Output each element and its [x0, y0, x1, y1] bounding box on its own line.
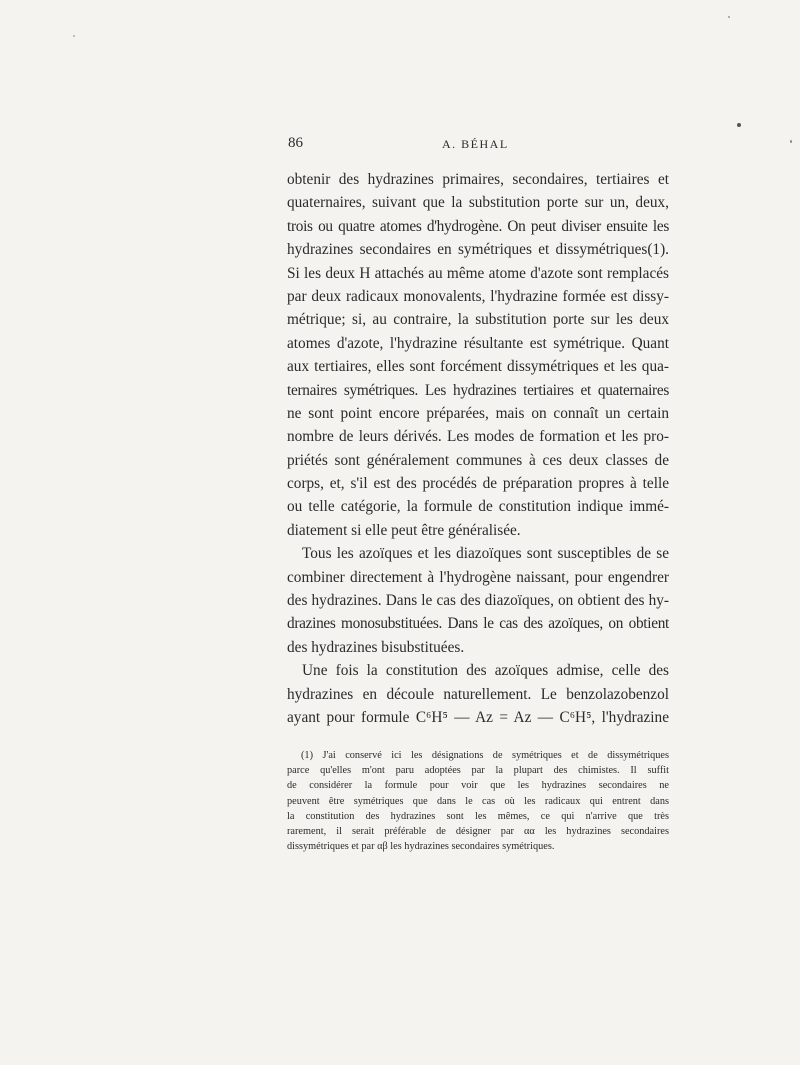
- body-line: des hydrazines bisubstituées.: [287, 638, 465, 656]
- body-line: drazines monosubstituées. Dans le cas des azoïques, on obtient: [287, 615, 669, 633]
- ink-speck: [737, 123, 741, 127]
- body-line: ayant pour formule C⁶H⁵ — Az = Az — C⁶H⁵, l'hydrazine: [287, 708, 669, 726]
- ink-speck: [73, 35, 75, 37]
- footnote-line: la constitution des hydrazines sont les mêmes, ce qui n'arrive que très: [287, 810, 669, 822]
- body-line: Si les deux H attachés au même atome d'azote sont remplacés: [287, 264, 669, 282]
- body-line: quaternaires, suivant que la substitution porte sur un, deux,: [287, 194, 669, 212]
- page-number: 86: [288, 135, 303, 151]
- running-head: A. BÉHAL: [442, 137, 509, 151]
- footnote-line: peuvent être symétriques que dans le cas où les radicaux qui entrent dans: [287, 795, 669, 807]
- ink-speck: [728, 16, 730, 18]
- body-line: Une fois la constitution des azoïques admise, celle des: [302, 662, 669, 680]
- footnote-line: (1) J'ai conservé ici les désignations de symétriques et de dissymétriques: [301, 750, 669, 761]
- body-line: des hydrazines. Dans le cas des diazoïques, on obtient des hy-: [287, 592, 669, 610]
- footnote-line: de considérer la formule pour voir que les hydrazines secondaires ne: [287, 780, 669, 792]
- body-line: corps, et, s'il est des procédés de préparation propres à telle: [287, 475, 669, 493]
- body-line: diatement si elle peut être généralisée.: [287, 521, 521, 539]
- body-line: métrique; si, au contraire, la substitution porte sur les deux: [287, 311, 669, 329]
- footnote: [287, 748, 669, 854]
- body-line: trois ou quatre atomes d'hydrogène. On peut diviser ensuite les: [287, 217, 669, 235]
- body-line: ne sont point encore préparées, mais on connaît un certain: [287, 404, 669, 422]
- footnote-line: dissymétriques et par αβ les hydrazines secondaires symétriques.: [287, 841, 555, 853]
- page-header: [288, 135, 668, 159]
- body-line: priétés sont généralement communes à ces deux classes de: [287, 451, 669, 469]
- body-line: obtenir des hydrazines primaires, secondaires, tertiaires et: [287, 171, 669, 188]
- body-line: ou telle catégorie, la formule de constitution indique immé-: [287, 498, 669, 516]
- body-line: Tous les azoïques et les diazoïques sont susceptibles de se: [302, 545, 669, 563]
- body-line: hydrazines en découle naturellement. Le benzolazobenzol: [287, 685, 669, 703]
- body-text: [287, 168, 669, 729]
- body-line: aux tertiaires, elles sont forcément dissymétriques et les qua-: [287, 358, 669, 376]
- body-line: hydrazines secondaires en symétriques et dissymétriques(1).: [287, 241, 669, 259]
- body-line: par deux radicaux monovalents, l'hydrazine formée est dissy-: [287, 287, 669, 305]
- body-line: combiner directement à l'hydrogène naissant, pour engendrer: [287, 568, 669, 586]
- body-line: ternaires symétriques. Les hydrazines tertiaires et quaternaires: [287, 381, 669, 399]
- footnote-line: parce qu'elles m'ont paru adoptées par la plupart des chimistes. Il suffit: [287, 765, 669, 777]
- ink-speck: [790, 140, 792, 143]
- body-line: nombre de leurs dérivés. Les modes de formation et les pro-: [287, 428, 669, 446]
- body-line: atomes d'azote, l'hydrazine résultante est symétrique. Quant: [287, 334, 669, 352]
- footnote-line: rarement, il serait préférable de désigner par αα les hydrazines secondaires: [287, 825, 669, 837]
